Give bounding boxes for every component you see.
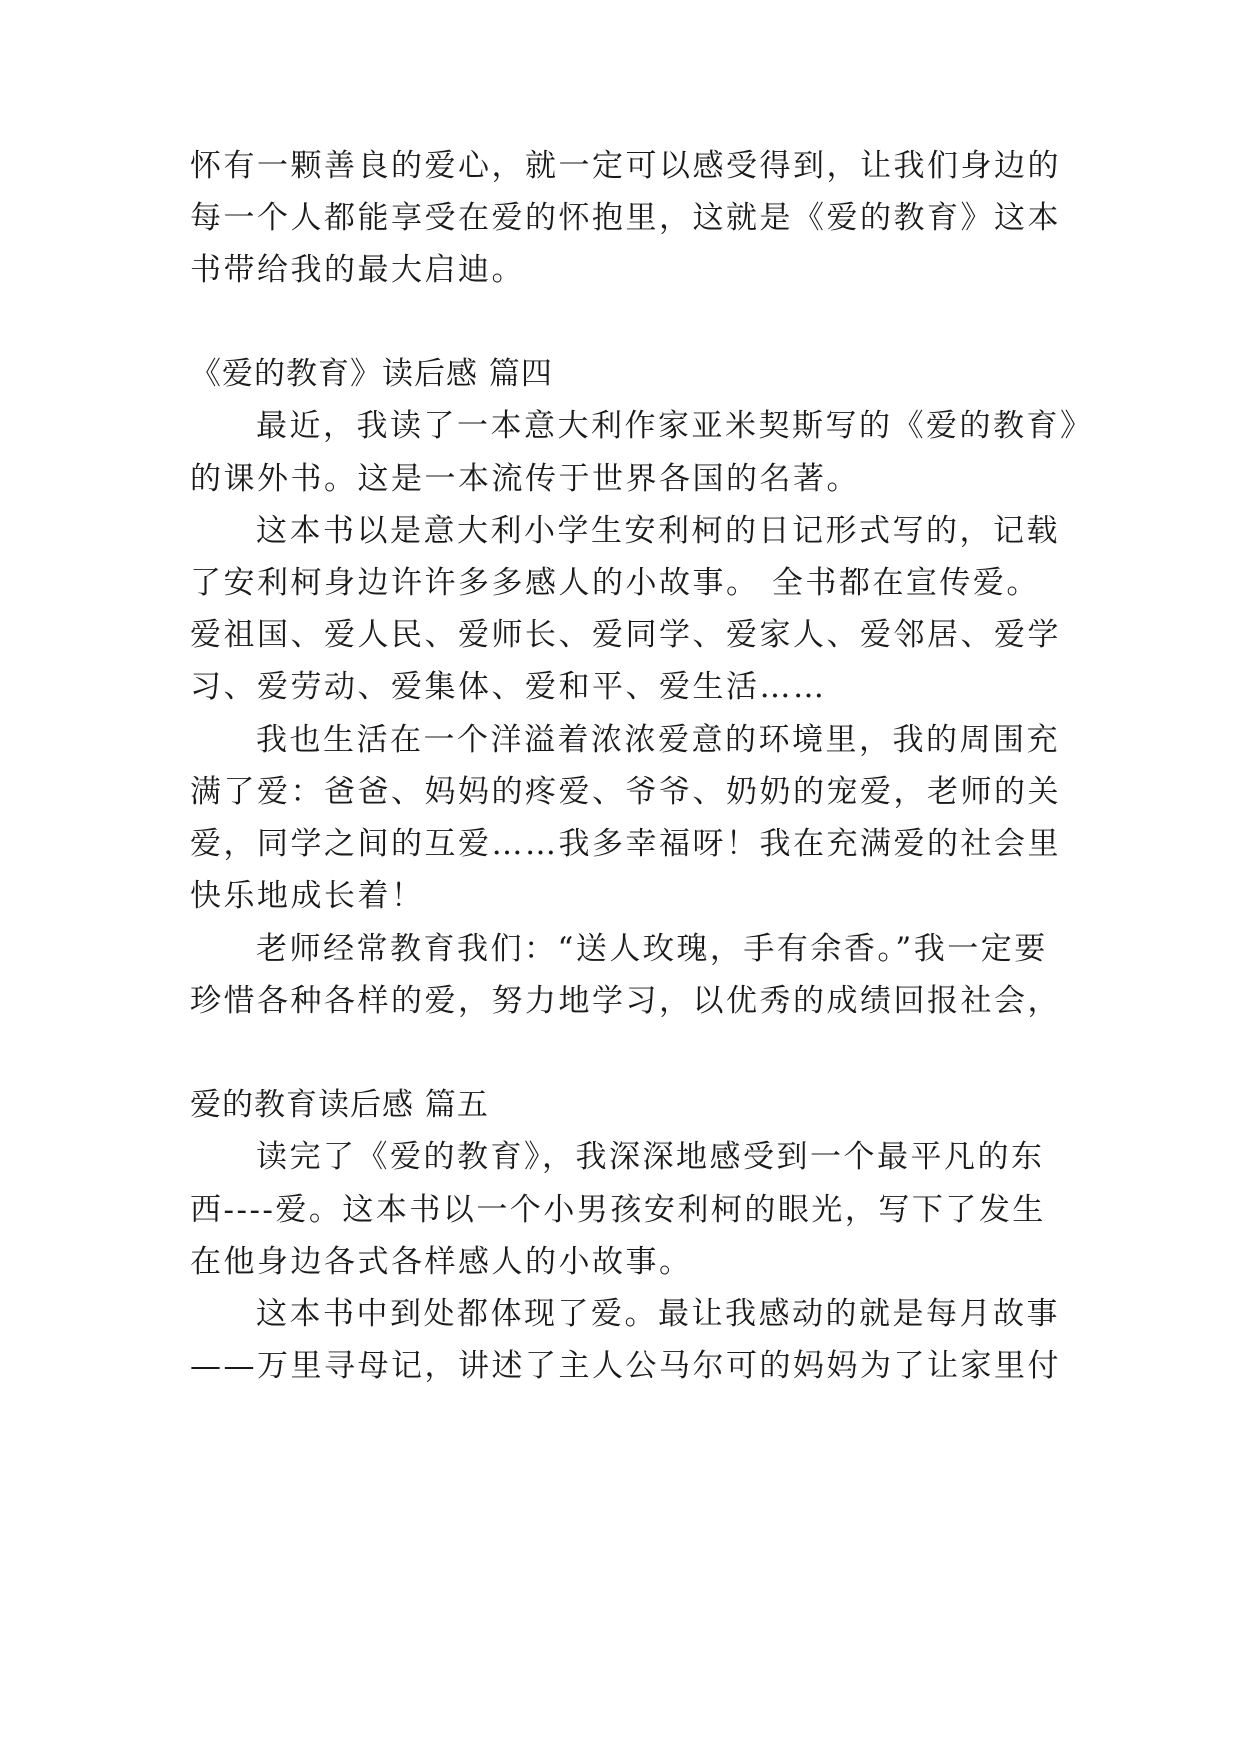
paragraph-line: 书带给我的最大启迪。	[190, 252, 525, 288]
paragraph-line: 西----爱。这本书以一个小男孩安利柯的眼光，写下了发生	[190, 1192, 1046, 1228]
paragraph-line: 读完了《爱的教育》，我深深地感受到一个最平凡的东	[256, 1139, 1045, 1175]
paragraph-line: 爱祖国、爱人民、爱师长、爱同学、爱家人、爱邻居、爱学	[190, 617, 1061, 653]
section-heading: 《爱的教育》读后感 篇四	[190, 356, 553, 392]
paragraph-line: 我也生活在一个洋溢着浓浓爱意的环境里，我的周围充	[256, 722, 1060, 758]
paragraph-line: 这本书中到处都体现了爱。最让我感动的就是每月故事	[256, 1296, 1060, 1332]
paragraph-line: 满了爱：爸爸、妈妈的疼爱、爷爷、奶奶的宠爱，老师的关	[190, 774, 1061, 810]
paragraph-line: 爱，同学之间的互爱……我多幸福呀！我在充满爱的社会里	[190, 826, 1061, 862]
paragraph-line: 老师经常教育我们：“送人玫瑰，手有余香。”我一定要	[256, 931, 1048, 967]
paragraph-line: ——万里寻母记，讲述了主人公马尔可的妈妈为了让家里付	[190, 1348, 1061, 1384]
paragraph-line: 每一个人都能享受在爱的怀抱里，这就是《爱的教育》这本	[190, 200, 1061, 236]
paragraph-line: 在他身边各式各样感人的小故事。	[190, 1244, 693, 1280]
section-heading: 爱的教育读后感 篇五	[190, 1087, 489, 1123]
paragraph-line: 的课外书。这是一本流传于世界各国的名著。	[190, 461, 860, 497]
paragraph-line: 珍惜各种各样的爱，努力地学习，以优秀的成绩回报社会，	[190, 983, 1061, 1019]
paragraph-line: 习、爱劳动、爱集体、爱和平、爱生活……	[190, 669, 827, 705]
paragraph-line: 了安利柯身边许许多多感人的小故事。 全书都在宣传爱。	[190, 565, 1040, 601]
paragraph-line: 怀有一颗善良的爱心，就一定可以感受得到，让我们身边的	[190, 148, 1061, 184]
paragraph-line: 最近，我读了一本意大利作家亚米契斯写的《爱的教育》	[256, 408, 1094, 444]
paragraph-line: 快乐地成长着！	[190, 878, 425, 914]
paragraph-line: 这本书以是意大利小学生安利柯的日记形式写的，记载	[256, 513, 1060, 549]
